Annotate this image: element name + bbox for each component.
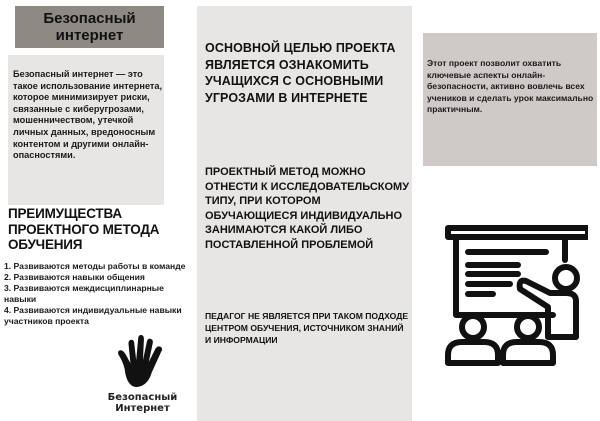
- advantages-title: ПРЕИМУЩЕСТВА ПРОЕКТНОГО МЕТОДА ОБУЧЕНИЯ: [8, 206, 160, 252]
- goal-text: ОСНОВНОЙ ЦЕЛЬЮ ПРОЕКТА ЯВЛЯЕТСЯ ОЗНАКОМИТЬ УЧАЩИХСЯ С ОСНОВНЫМИ УГРОЗАМИ В ИНТЕРНЕТЕ: [205, 41, 396, 105]
- presentation-icon: [438, 215, 588, 367]
- title-box: [15, 6, 164, 48]
- hand-icon: [113, 334, 171, 392]
- advantage-item: 3. Развиваются междисциплинарные навыки: [4, 283, 164, 304]
- teacher-text: ПЕДАГОГ НЕ ЯВЛЯЕТСЯ ПРИ ТАКОМ ПОДХОДЕ ЦЕНТРОМ ОБУЧЕНИЯ, ИСТОЧНИКОМ ЗНАНИЙ И ИНФОРМАЦИИ: [205, 311, 409, 345]
- definition-text: Безопасный интернет — это такое использование интернета, которое минимизирует риски, связанные с киберугрозами, мошенничеством, утечкой личных данных, вредоносным контентом и другими онлайн-опасностями.: [13, 69, 163, 161]
- advantage-item: 4. Развиваются индивидуальные навыки участников проекта: [4, 305, 182, 326]
- definition-box: [8, 55, 164, 205]
- project-benefit-text: Этот проект позволит охватить ключевые аспекты онлайн-безопасности, активно вовлечь всех учеников и сделать урок максимально практичным.: [427, 58, 594, 115]
- advantage-item: 2. Развиваются навыки общения: [4, 272, 145, 282]
- project-benefit-box: [423, 33, 597, 166]
- logo-caption: Безопасный Интернет: [107, 392, 178, 414]
- advantage-item: 1. Развиваются методы работы в команде: [4, 261, 186, 271]
- title-text: Безопасный интернет: [43, 10, 136, 44]
- middle-panel: [197, 6, 412, 421]
- advantages-list: [4, 261, 194, 327]
- method-text: ПРОЕКТНЫЙ МЕТОД МОЖНО ОТНЕСТИ К ИССЛЕДОВАТЕЛЬСКОМУ ТИПУ, ПРИ КОТОРОМ ОБУЧАЮЩИЕСЯ ИНДИВИДУАЛЬНО ЗАНИМАЮТСЯ КАКОЙ ЛИБО ПОСТАВЛЕННОЙ ПРОБЛЕМОЙ: [205, 166, 410, 251]
